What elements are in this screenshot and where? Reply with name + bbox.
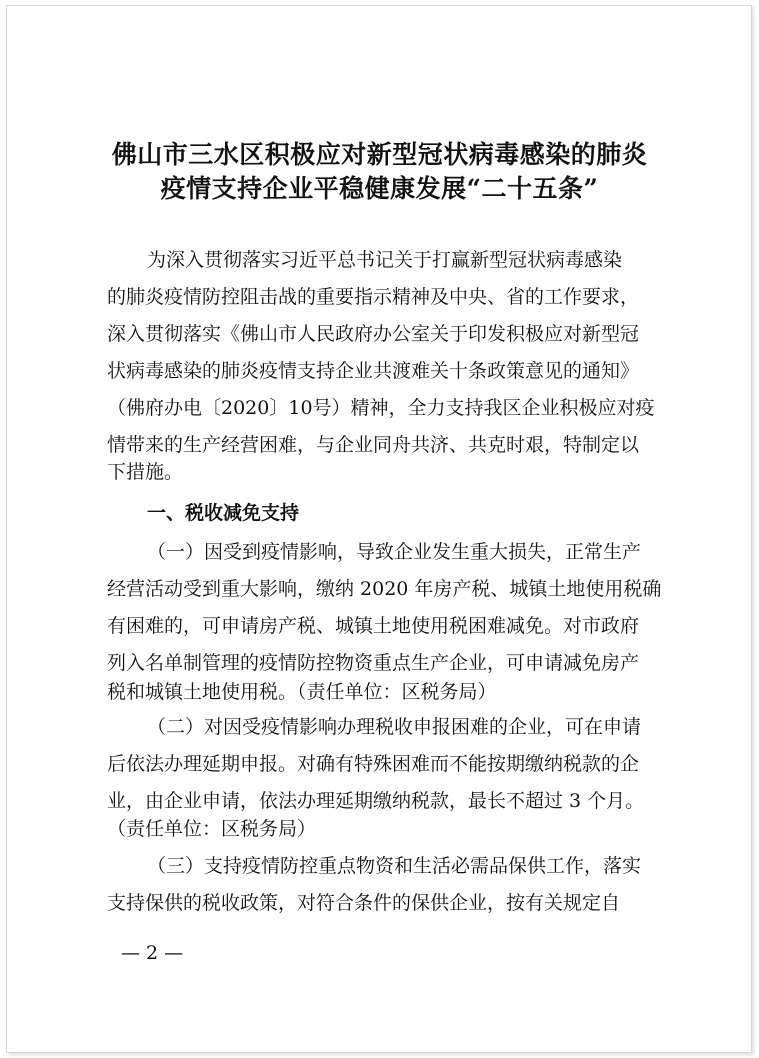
intro-line-5: （佛府办电〔2020〕10号）精神，全力支持我区企业积极应对疫 bbox=[107, 397, 655, 419]
item1-line-2: 经营活动受到重大影响，缴纳 2020 年房产税、城镇土地使用税确 bbox=[107, 578, 662, 600]
item3-line-1: （三）支持疫情防控重点物资和生活必需品保供工作，落实 bbox=[147, 855, 642, 877]
item1-line-5: 税和城镇土地使用税。（责任单位：区税务局） bbox=[107, 681, 497, 703]
item1-line-4: 列入名单制管理的疫情防控物资重点生产企业，可申请减免房产 bbox=[107, 652, 640, 674]
document-title-line-1: 佛山市三水区积极应对新型冠状病毒感染的肺炎 bbox=[111, 140, 648, 169]
intro-line-4: 状病毒感染的肺炎疫情支持企业共渡难关十条政策意见的通知》 bbox=[107, 360, 640, 382]
page-number: — 2 — bbox=[121, 942, 184, 964]
document-title-line-2: 疫情支持企业平稳健康发展“二十五条” bbox=[160, 174, 599, 203]
item2-line-3: 业，由企业申请，依法办理延期缴纳税款，最长不超过 3 个月。 bbox=[107, 790, 645, 812]
item1-line-1: （一）因受到疫情影响，导致企业发生重大损失，正常生产 bbox=[147, 541, 642, 563]
intro-line-7: 下措施。 bbox=[107, 461, 184, 483]
item2-line-4: （责任单位：区税务局） bbox=[107, 818, 317, 840]
intro-line-6: 情带来的生产经营困难，与企业同舟共济、共克时艰，特制定以 bbox=[107, 434, 640, 456]
item2-line-1: （二）对因受疫情影响办理税收申报困难的企业，可在申请 bbox=[147, 716, 642, 738]
item1-line-3: 有困难的，可申请房产税、城镇土地使用税困难减免。对市政府 bbox=[107, 615, 640, 637]
intro-line-2: 的肺炎疫情防控阻击战的重要指示精神及中央、省的工作要求， bbox=[107, 286, 640, 308]
intro-line-1: 为深入贯彻落实习近平总书记关于打赢新型冠状病毒感染 bbox=[147, 249, 623, 271]
item2-line-2: 后依法办理延期申报。对确有特殊困难而不能按期缴纳税款的企 bbox=[107, 753, 640, 775]
intro-line-3: 深入贯彻落实《佛山市人民政府办公室关于印发积极应对新型冠 bbox=[107, 323, 640, 345]
item3-line-2: 支持保供的税收政策，对符合条件的保供企业，按有关规定自 bbox=[107, 892, 621, 914]
section-heading-tax-relief: 一、税收减免支持 bbox=[147, 502, 300, 524]
